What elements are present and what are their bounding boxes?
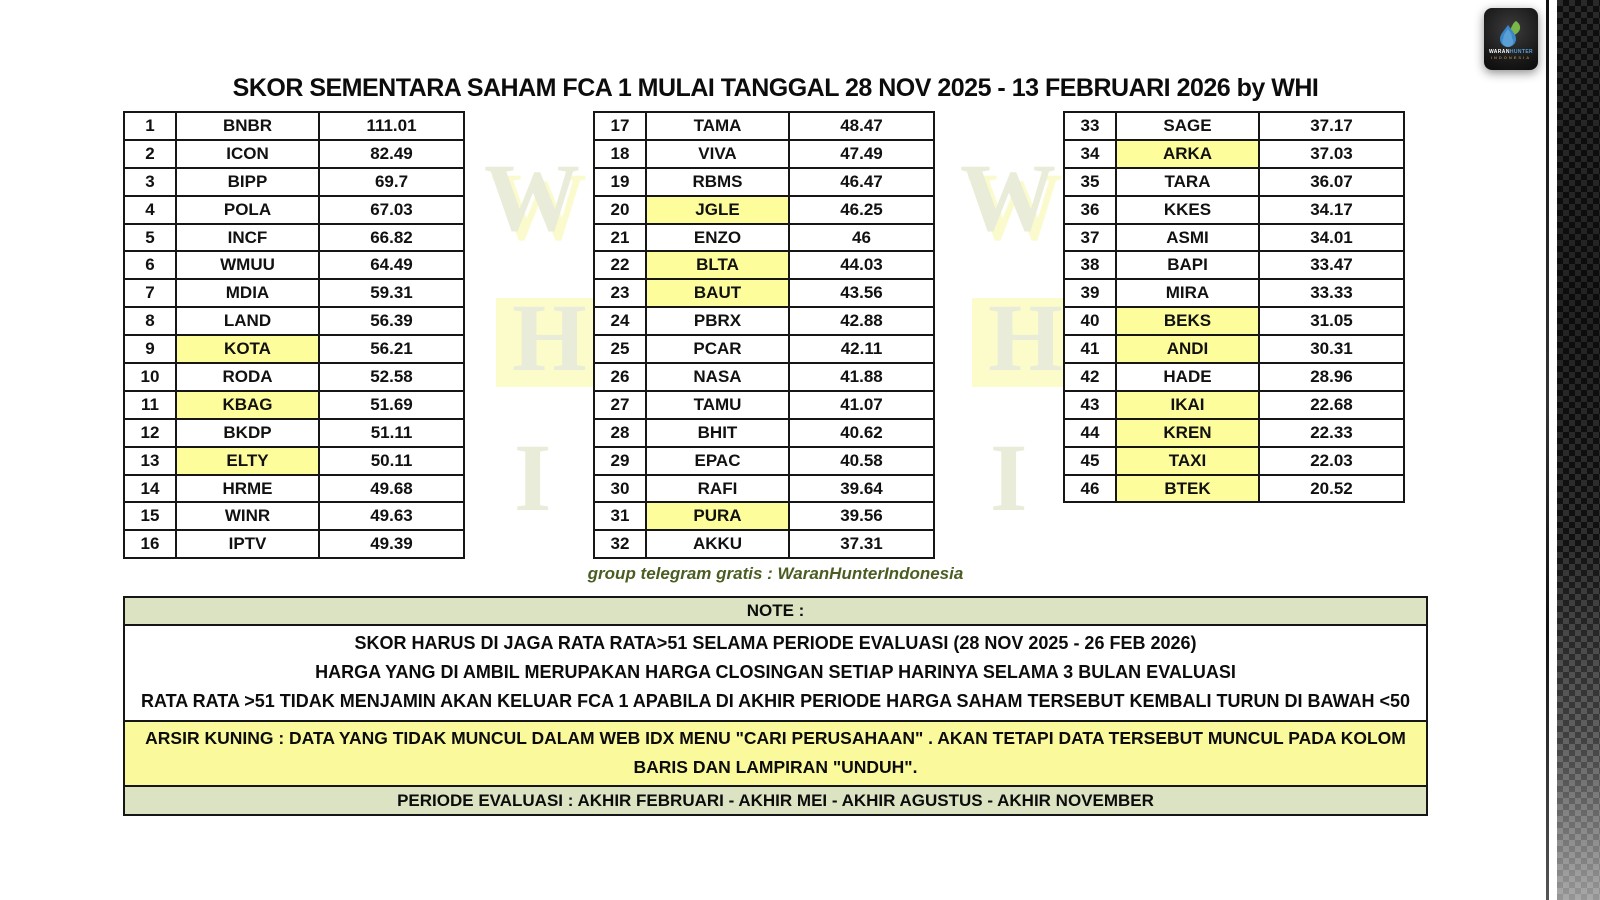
table-row <box>1064 307 1404 335</box>
rank-cell: 30 <box>594 475 646 503</box>
score-cell: 64.49 <box>319 251 464 279</box>
rank-cell: 11 <box>124 391 176 419</box>
ticker-cell: KOTA <box>176 335 319 363</box>
rank-cell: 41 <box>1064 335 1116 363</box>
table-row <box>594 224 934 252</box>
rank-cell: 36 <box>1064 196 1116 224</box>
ticker-cell: BNBR <box>176 112 319 140</box>
table-row <box>124 224 464 252</box>
table-row <box>1064 140 1404 168</box>
ticker-cell: ELTY <box>176 447 319 475</box>
rank-cell: 45 <box>1064 447 1116 475</box>
ticker-cell: EPAC <box>646 447 789 475</box>
rank-cell: 9 <box>124 335 176 363</box>
ticker-cell: SAGE <box>1116 112 1259 140</box>
ticker-cell: AKKU <box>646 530 789 558</box>
table-row <box>594 391 934 419</box>
rank-cell: 38 <box>1064 251 1116 279</box>
score-cell: 41.07 <box>789 391 934 419</box>
rank-cell: 14 <box>124 475 176 503</box>
page-title: SKOR SEMENTARA SAHAM FCA 1 MULAI TANGGAL 28 NOV 2025 - 13 FEBRUARI 2026 by WHI <box>232 74 1319 102</box>
table-row <box>124 335 464 363</box>
rank-cell: 22 <box>594 251 646 279</box>
note-line-1: SKOR HARUS DI JAGA RATA RATA>51 SELAMA PERIODE EVALUASI (28 NOV 2025 - 26 FEB 2026) <box>354 633 1197 653</box>
score-cell: 30.31 <box>1259 335 1404 363</box>
table-row <box>594 419 934 447</box>
score-cell: 31.05 <box>1259 307 1404 335</box>
table-row <box>594 335 934 363</box>
table-row <box>1064 196 1404 224</box>
table-row <box>124 279 464 307</box>
score-cell: 49.68 <box>319 475 464 503</box>
note-header: NOTE : <box>123 596 1428 626</box>
rank-cell: 12 <box>124 419 176 447</box>
score-cell: 46.47 <box>789 168 934 196</box>
ticker-cell: KKES <box>1116 196 1259 224</box>
score-cell: 51.11 <box>319 419 464 447</box>
table-row <box>1064 251 1404 279</box>
rank-cell: 6 <box>124 251 176 279</box>
note-line-3: RATA RATA >51 TIDAK MENJAMIN AKAN KELUAR FCA 1 APABILA DI AKHIR PERIODE HARGA SAHAM TERSEBUT KEMBALI TURUN DI BAWAH <50 <box>140 691 1411 711</box>
rank-cell: 10 <box>124 363 176 391</box>
note-yellow-line-2: BARIS DAN LAMPIRAN "UNDUH". <box>633 757 918 777</box>
ticker-cell: BHIT <box>646 419 789 447</box>
rank-cell: 5 <box>124 224 176 252</box>
score-cell: 36.07 <box>1259 168 1404 196</box>
score-cell: 28.96 <box>1259 363 1404 391</box>
ticker-cell: BTEK <box>1116 475 1259 503</box>
table-row <box>124 168 464 196</box>
rank-cell: 18 <box>594 140 646 168</box>
score-cell: 22.33 <box>1259 419 1404 447</box>
ticker-cell: KBAG <box>176 391 319 419</box>
ticker-cell: WINR <box>176 502 319 530</box>
note-yellow-block <box>123 720 1428 787</box>
table-row <box>594 363 934 391</box>
ticker-cell: PCAR <box>646 335 789 363</box>
ticker-cell: LAND <box>176 307 319 335</box>
table-row <box>1064 335 1404 363</box>
logo-subtitle: INDONESIA <box>1490 55 1532 60</box>
watermark-letter-w: W <box>484 144 580 251</box>
rank-cell: 29 <box>594 447 646 475</box>
telegram-group-line: group telegram gratis : WaranHunterIndonesia <box>587 564 964 583</box>
table-row <box>124 307 464 335</box>
table-row <box>124 447 464 475</box>
rank-cell: 42 <box>1064 363 1116 391</box>
ticker-cell: RBMS <box>646 168 789 196</box>
logo-title: WARANHUNTER <box>1488 49 1534 55</box>
note-yellow-line-1: ARSIR KUNING : DATA YANG TIDAK MUNCUL DALAM WEB IDX MENU "CARI PERUSAHAAN" . AKAN TETAPI DATA TERSEBUT MUNCUL PADA KOLOM <box>145 728 1406 748</box>
score-cell: 56.21 <box>319 335 464 363</box>
rank-cell: 3 <box>124 168 176 196</box>
rank-cell: 27 <box>594 391 646 419</box>
ticker-cell: HADE <box>1116 363 1259 391</box>
ticker-cell: RAFI <box>646 475 789 503</box>
table-row <box>1064 224 1404 252</box>
ticker-cell: VIVA <box>646 140 789 168</box>
ticker-cell: RODA <box>176 363 319 391</box>
score-cell: 22.03 <box>1259 447 1404 475</box>
score-cell: 20.52 <box>1259 475 1404 503</box>
rank-cell: 33 <box>1064 112 1116 140</box>
score-cell: 42.88 <box>789 307 934 335</box>
score-cell: 82.49 <box>319 140 464 168</box>
rank-cell: 8 <box>124 307 176 335</box>
score-cell: 37.31 <box>789 530 934 558</box>
score-cell: 50.11 <box>319 447 464 475</box>
score-cell: 111.01 <box>319 112 464 140</box>
rank-cell: 17 <box>594 112 646 140</box>
score-cell: 40.62 <box>789 419 934 447</box>
watermark-letter-i: I <box>990 424 1028 531</box>
carbon-fiber-strip <box>1557 0 1600 900</box>
ticker-cell: TAXI <box>1116 447 1259 475</box>
rank-cell: 25 <box>594 335 646 363</box>
ticker-cell: WMUU <box>176 251 319 279</box>
ticker-cell: BAPI <box>1116 251 1259 279</box>
table-row <box>594 475 934 503</box>
score-cell: 42.11 <box>789 335 934 363</box>
rank-cell: 20 <box>594 196 646 224</box>
ticker-cell: ASMI <box>1116 224 1259 252</box>
ticker-cell: BIPP <box>176 168 319 196</box>
table-row <box>124 475 464 503</box>
note-block <box>123 596 1428 816</box>
rank-cell: 34 <box>1064 140 1116 168</box>
note-body <box>123 624 1428 722</box>
ticker-cell: JGLE <box>646 196 789 224</box>
rank-cell: 37 <box>1064 224 1116 252</box>
table-row <box>1064 447 1404 475</box>
score-cell: 56.39 <box>319 307 464 335</box>
score-cell: 44.03 <box>789 251 934 279</box>
waran-hunter-logo <box>1484 8 1538 70</box>
watermark-letter-i: I <box>514 424 552 531</box>
score-cell: 49.63 <box>319 502 464 530</box>
rank-cell: 2 <box>124 140 176 168</box>
rank-cell: 13 <box>124 447 176 475</box>
ticker-cell: INCF <box>176 224 319 252</box>
table-row <box>124 363 464 391</box>
score-cell: 46 <box>789 224 934 252</box>
score-cell: 69.7 <box>319 168 464 196</box>
table-row <box>594 502 934 530</box>
table-row <box>1064 168 1404 196</box>
table-row <box>1064 279 1404 307</box>
score-cell: 37.03 <box>1259 140 1404 168</box>
ticker-cell: TARA <box>1116 168 1259 196</box>
table-row <box>124 140 464 168</box>
rank-cell: 19 <box>594 168 646 196</box>
score-cell: 34.01 <box>1259 224 1404 252</box>
rank-cell: 43 <box>1064 391 1116 419</box>
rank-cell: 35 <box>1064 168 1116 196</box>
rank-cell: 40 <box>1064 307 1116 335</box>
score-cell: 33.47 <box>1259 251 1404 279</box>
score-cell: 47.49 <box>789 140 934 168</box>
ticker-cell: ENZO <box>646 224 789 252</box>
rank-cell: 32 <box>594 530 646 558</box>
ticker-cell: MDIA <box>176 279 319 307</box>
table-row <box>594 112 934 140</box>
score-cell: 43.56 <box>789 279 934 307</box>
score-cell: 52.58 <box>319 363 464 391</box>
score-cell: 48.47 <box>789 112 934 140</box>
table-row <box>594 279 934 307</box>
score-cell: 37.17 <box>1259 112 1404 140</box>
table-row <box>594 251 934 279</box>
ticker-cell: IKAI <box>1116 391 1259 419</box>
ticker-cell: TAMA <box>646 112 789 140</box>
score-cell: 59.31 <box>319 279 464 307</box>
ticker-cell: BLTA <box>646 251 789 279</box>
ticker-cell: BEKS <box>1116 307 1259 335</box>
score-cell: 39.56 <box>789 502 934 530</box>
ticker-cell: TAMU <box>646 391 789 419</box>
rank-cell: 39 <box>1064 279 1116 307</box>
ticker-cell: PURA <box>646 502 789 530</box>
score-cell: 46.25 <box>789 196 934 224</box>
watermark-letter-w: W <box>960 144 1056 251</box>
score-cell: 66.82 <box>319 224 464 252</box>
ticker-cell: ANDI <box>1116 335 1259 363</box>
table-row <box>124 530 464 558</box>
rank-cell: 46 <box>1064 475 1116 503</box>
score-cell: 40.58 <box>789 447 934 475</box>
rank-cell: 24 <box>594 307 646 335</box>
table-row <box>124 502 464 530</box>
rank-cell: 23 <box>594 279 646 307</box>
score-cell: 33.33 <box>1259 279 1404 307</box>
score-table-2 <box>593 111 935 559</box>
table-row <box>1064 363 1404 391</box>
table-row <box>124 419 464 447</box>
table-row <box>594 307 934 335</box>
table-row <box>1064 419 1404 447</box>
ticker-cell: POLA <box>176 196 319 224</box>
score-table-3 <box>1063 111 1405 503</box>
rank-cell: 1 <box>124 112 176 140</box>
ticker-cell: HRME <box>176 475 319 503</box>
table-row <box>1064 475 1404 503</box>
score-table-1 <box>123 111 465 559</box>
table-row <box>1064 112 1404 140</box>
score-cell: 22.68 <box>1259 391 1404 419</box>
water-drop-leaf-icon <box>1497 19 1525 49</box>
ticker-cell: NASA <box>646 363 789 391</box>
table-row <box>124 112 464 140</box>
watermark-letter-h: H <box>496 298 603 387</box>
ticker-cell: BAUT <box>646 279 789 307</box>
ticker-cell: KREN <box>1116 419 1259 447</box>
rank-cell: 26 <box>594 363 646 391</box>
score-cell: 41.88 <box>789 363 934 391</box>
table-row <box>594 140 934 168</box>
ticker-cell: ICON <box>176 140 319 168</box>
table-row <box>594 447 934 475</box>
note-line-2: HARGA YANG DI AMBIL MERUPAKAN HARGA CLOSINGAN SETIAP HARINYA SELAMA 3 BULAN EVALUASI <box>315 662 1236 682</box>
score-cell: 39.64 <box>789 475 934 503</box>
rank-cell: 4 <box>124 196 176 224</box>
score-cell: 49.39 <box>319 530 464 558</box>
table-row <box>124 391 464 419</box>
score-cell: 51.69 <box>319 391 464 419</box>
rank-cell: 16 <box>124 530 176 558</box>
ticker-cell: MIRA <box>1116 279 1259 307</box>
rank-cell: 7 <box>124 279 176 307</box>
ticker-cell: IPTV <box>176 530 319 558</box>
rank-cell: 21 <box>594 224 646 252</box>
table-row <box>594 530 934 558</box>
table-row <box>124 196 464 224</box>
table-row <box>124 251 464 279</box>
table-row <box>594 168 934 196</box>
watermark-letter-h: H <box>972 298 1079 387</box>
vertical-divider-line <box>1546 0 1549 900</box>
table-row <box>1064 391 1404 419</box>
note-footer: PERIODE EVALUASI : AKHIR FEBRUARI - AKHIR MEI - AKHIR AGUSTUS - AKHIR NOVEMBER <box>123 785 1428 816</box>
rank-cell: 15 <box>124 502 176 530</box>
ticker-cell: PBRX <box>646 307 789 335</box>
rank-cell: 31 <box>594 502 646 530</box>
ticker-cell: BKDP <box>176 419 319 447</box>
rank-cell: 44 <box>1064 419 1116 447</box>
score-cell: 67.03 <box>319 196 464 224</box>
score-cell: 34.17 <box>1259 196 1404 224</box>
rank-cell: 28 <box>594 419 646 447</box>
ticker-cell: ARKA <box>1116 140 1259 168</box>
table-row <box>594 196 934 224</box>
